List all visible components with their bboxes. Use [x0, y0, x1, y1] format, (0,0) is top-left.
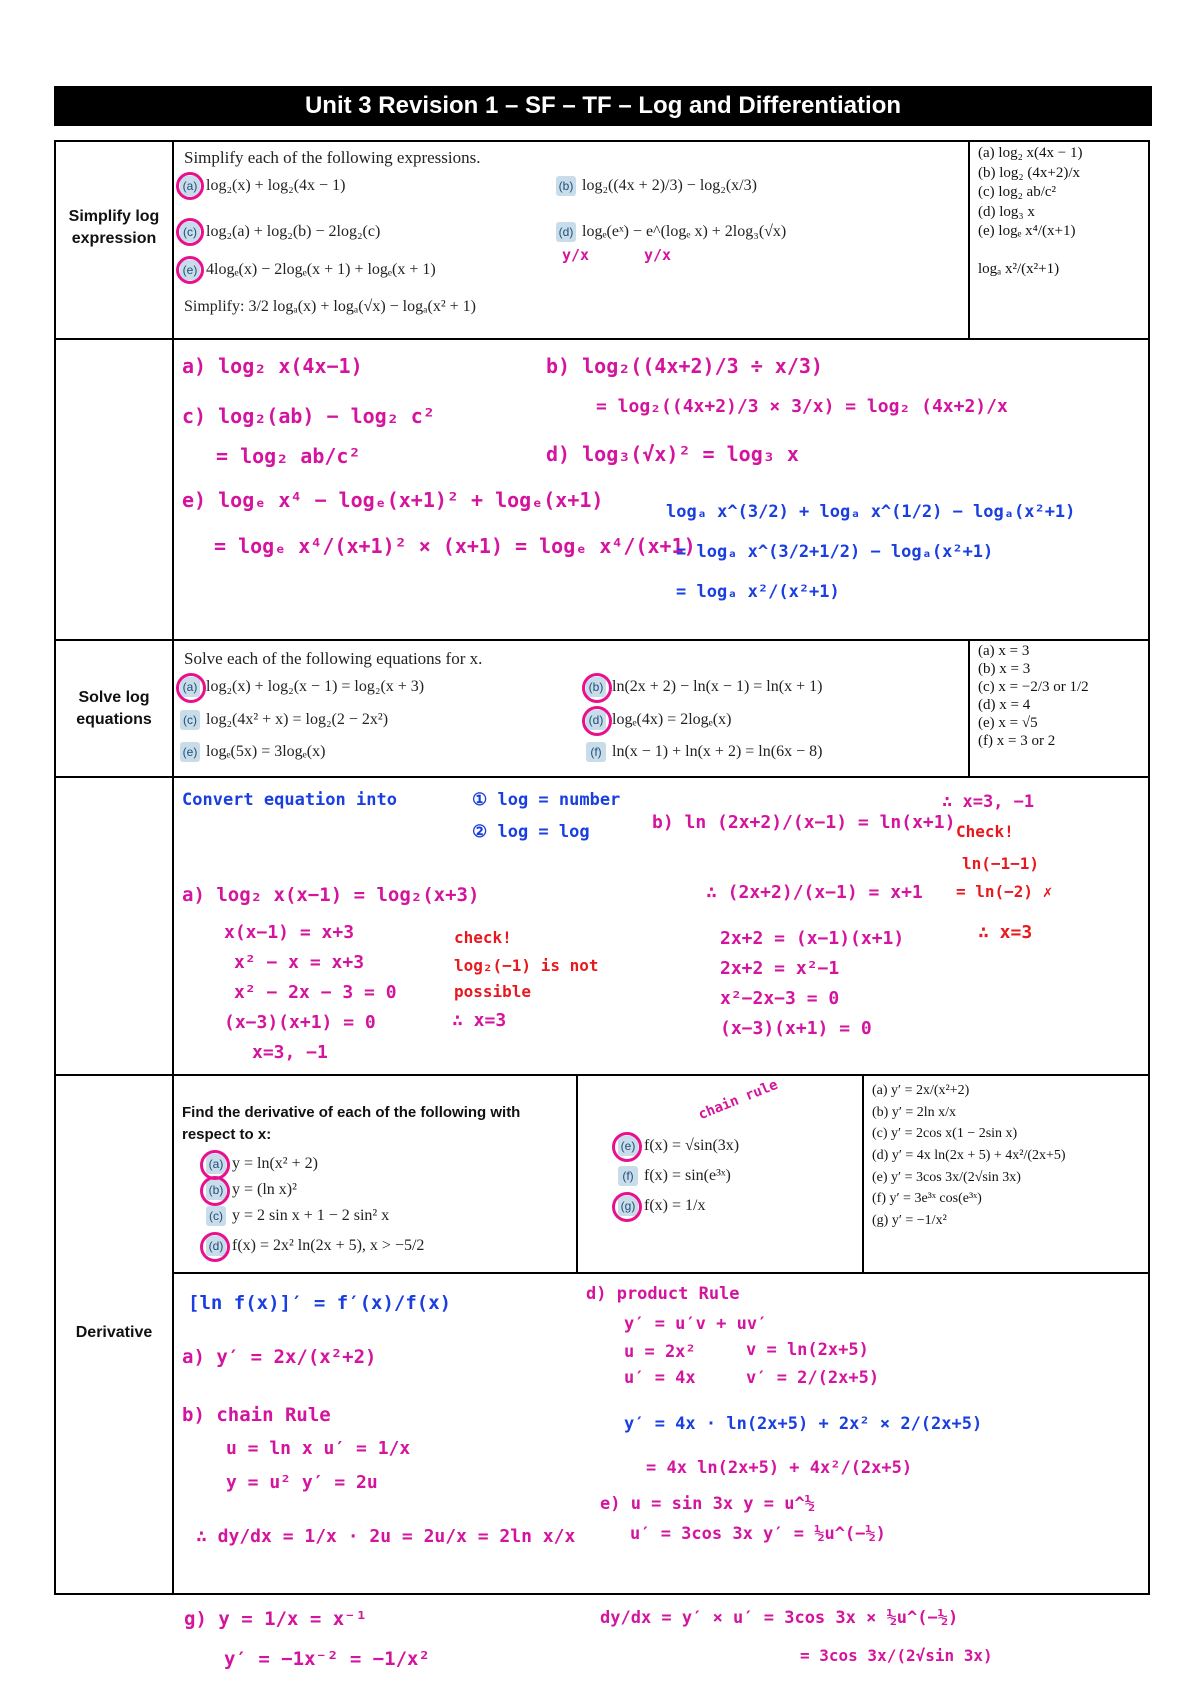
solve-work-r4: = ln(−2) ✗ [956, 882, 1053, 901]
derivative-work-d7: y′ = 4x · ln(2x+5) + 2x² × 2/(2x+5) [624, 1414, 983, 1434]
solve-work-r5: ∴ x=3 [978, 922, 1033, 943]
circle-mark-deriv-b [200, 1176, 230, 1206]
simplify-extra: Simplify: 3/2 logₐ(x) + logₐ(√x) − logₐ(x² + 1) [184, 298, 476, 315]
simplify-instruction: Simplify each of the following expressions. [184, 148, 481, 167]
simplify-item-c: (c) log₂(a) + log₂(b) − 2log₂(c) [180, 222, 380, 242]
derivative-work-d8: = 4x ln(2x+5) + 4x²/(2x+5) [646, 1458, 913, 1478]
derivative-work-g1: g) y = 1/x = x⁻¹ [184, 1608, 368, 1630]
solve-section-label: Solve log equations [76, 689, 152, 729]
circle-mark-solve-d [582, 706, 612, 736]
simplify-item-d: (d) logₑ(eˣ) − e^(logₑ x) + 2log₃(√x) [556, 222, 786, 242]
circle-mark-solve-a [176, 673, 206, 703]
derivative-item-g: (g) f(x) = 1/x [618, 1196, 705, 1216]
solve-work-check4: ∴ x=3 [452, 1010, 507, 1031]
solve-item-a: (a) log₂(x) + log₂(x − 1) = log₂(x + 3) [180, 677, 424, 697]
worksheet-grid [54, 140, 1150, 1595]
solve-work-check3: possible [454, 982, 532, 1001]
simplify-work-s1: logₐ x^(3/2) + logₐ x^(1/2) − logₐ(x²+1) [666, 502, 1076, 522]
simplify-item-b: (b) log₂((4x + 2)/3) − log₂(x/3) [556, 176, 757, 196]
solve-work-r2: Check! [956, 822, 1014, 841]
solve-work-r3: ln(−1−1) [962, 854, 1040, 873]
simplify-item-a: (a) log₂(x) + log₂(4x − 1) [180, 176, 345, 196]
solve-work-a3: x² − x = x+3 [234, 952, 365, 973]
derivative-item-e: (e) f(x) = √sin(3x) [618, 1136, 739, 1156]
derivative-work-d5: v = ln(2x+5) [746, 1340, 869, 1360]
derivative-work-e3: dy/dx = y′ × u′ = 3cos 3x × ½u^(−½) [600, 1608, 959, 1628]
derivative-item-d: (d) f(x) = 2x² ln(2x + 5), x > −5/2 [206, 1236, 424, 1256]
simplify-work-e2: = logₑ x⁴/(x+1)² × (x+1) = logₑ x⁴/(x+1) [214, 534, 696, 558]
derivative-work-d1: d) product Rule [586, 1284, 740, 1304]
derivative-item-a: (a) y = ln(x² + 2) [206, 1154, 318, 1174]
solve-work-b2: ∴ (2x+2)/(x−1) = x+1 [706, 882, 923, 903]
circle-mark-a [176, 172, 204, 200]
solve-work-b1: b) ln (2x+2)/(x−1) = ln(x+1) [652, 812, 956, 833]
solve-work-b3: 2x+2 = (x−1)(x+1) [720, 928, 905, 949]
derivative-section-label: Derivative [75, 1324, 153, 1341]
derivative-work-e2: u′ = 3cos 3x y′ = ½u^(−½) [630, 1524, 886, 1544]
solve-work-b6: (x−3)(x+1) = 0 [720, 1018, 872, 1039]
solve-item-b: (b) ln(2x + 2) − ln(x − 1) = ln(x + 1) [586, 677, 822, 697]
derivative-work-d6: v′ = 2/(2x+5) [746, 1368, 880, 1388]
circle-mark-solve-b [582, 673, 612, 703]
solve-work-a6: x=3, −1 [252, 1042, 328, 1063]
simplify-answers: (a) log₂ x(4x − 1) (b) log₂ (4x+2)/x (c) log₂ ab/c² (d) log₃ x (e) logₑ x⁴/(x+1) logₐ x²/(x²+1) [978, 145, 1083, 277]
solve-work-r1: ∴ x=3, −1 [942, 792, 1035, 812]
simplify-annot-ux2: y/x [644, 246, 672, 264]
simplify-work-s3: = logₐ x²/(x²+1) [676, 582, 840, 602]
solve-work-check1: check! [454, 928, 512, 947]
solve-work-a5: (x−3)(x+1) = 0 [224, 1012, 376, 1033]
simplify-work-b1: b) log₂((4x+2)/3 ÷ x/3) [546, 354, 823, 378]
solve-item-f: (f) ln(x − 1) + ln(x + 2) = ln(6x − 8) [586, 742, 822, 762]
derivative-item-b: (b) y = (ln x)² [206, 1180, 297, 1200]
solve-work-b4: 2x+2 = x²−1 [720, 958, 840, 979]
derivative-work-e4: = 3cos 3x/(2√sin 3x) [800, 1646, 993, 1665]
solve-work-check2: log₂(−1) is not [454, 956, 599, 975]
simplify-work-e1: e) logₑ x⁴ − logₑ(x+1)² + logₑ(x+1) [182, 488, 604, 512]
simplify-item-e: (e) 4logₑ(x) − 2logₑ(x + 1) + logₑ(x + 1) [180, 260, 436, 280]
circle-mark-e [176, 256, 204, 284]
derivative-work-e1: e) u = sin 3x y = u^½ [600, 1494, 815, 1514]
simplify-work-b2: = log₂((4x+2)/3 × 3/x) = log₂ (4x+2)/x [596, 396, 1008, 417]
derivative-work-b1: b) chain Rule [182, 1404, 331, 1426]
derivative-answers: (a) y′ = 2x/(x²+2) (b) y′ = 2ln x/x (c) y′ = 2cos x(1 − 2sin x) (d) y′ = 4x ln(2x + 5) + 4x²/(2x+5) (e) y′ = 3cos 3x/(2√sin 3x) (f) y′ = 3e³ˣ cos(e³ˣ) (g) y′ = −1/x² [872, 1083, 1066, 1229]
derivative-work-g2: y′ = −1x⁻² = −1/x² [224, 1648, 430, 1670]
circle-mark-deriv-e [612, 1132, 642, 1162]
simplify-work-d: d) log₃(√x)² = log₃ x [546, 442, 799, 466]
page-title: Unit 3 Revision 1 – SF – TF – Log and Differentiation [54, 86, 1152, 126]
derivative-instruction: Find the derivative of each of the following with respect to x: [182, 1104, 521, 1143]
solve-work-a4: x² − 2x − 3 = 0 [234, 982, 397, 1003]
derivative-work-b2: u = ln x u′ = 1/x [226, 1438, 411, 1459]
derivative-work-d4: u′ = 4x [624, 1368, 696, 1388]
derivative-work-b3: y = u² y′ = 2u [226, 1472, 378, 1493]
solve-work-b5: x²−2x−3 = 0 [720, 988, 840, 1009]
circle-mark-deriv-d [200, 1232, 230, 1262]
derivative-work-a: a) y′ = 2x/(x²+2) [182, 1346, 377, 1368]
simplify-work-s2: = logₐ x^(3/2+1/2) − logₐ(x²+1) [676, 542, 994, 562]
circle-mark-deriv-g [612, 1192, 642, 1222]
circle-mark-c [176, 218, 204, 246]
solve-work-rule1: ① log = number [472, 790, 621, 810]
simplify-work-c2: = log₂ ab/c² [216, 444, 361, 468]
solve-item-d: (d) logₑ(4x) = 2logₑ(x) [586, 710, 731, 730]
simplify-annot-ux1: y/x [562, 246, 590, 264]
simplify-work-a: a) log₂ x(4x−1) [182, 354, 363, 378]
derivative-work-b4: ∴ dy/dx = 1/x · 2u = 2u/x = 2ln x/x [196, 1526, 576, 1547]
derivative-chain-note: chain rule [696, 1076, 781, 1124]
solve-work-convert: Convert equation into [182, 790, 397, 810]
solve-work-a2: x(x−1) = x+3 [224, 922, 355, 943]
simplify-section-label: Simplify log expression [68, 208, 160, 248]
solve-instruction: Solve each of the following equations for x. [184, 649, 483, 668]
solve-work-a1: a) log₂ x(x−1) = log₂(x+3) [182, 884, 480, 906]
solve-answers: (a) x = 3 (b) x = 3 (c) x = −2/3 or 1/2 (d) x = 4 (e) x = √5 (f) x = 3 or 2 [978, 643, 1089, 749]
derivative-work-d2: y′ = u′v + uv′ [624, 1314, 768, 1334]
solve-item-e: (e) logₑ(5x) = 3logₑ(x) [180, 742, 325, 762]
solve-work-rule2: ② log = log [472, 822, 590, 842]
derivative-item-c: (c) y = 2 sin x + 1 − 2 sin² x [206, 1206, 389, 1226]
solve-item-c: (c) log₂(4x² + x) = log₂(2 − 2x²) [180, 710, 388, 730]
simplify-work-c1: c) log₂(ab) − log₂ c² [182, 404, 435, 428]
derivative-work-d3: u = 2x² [624, 1342, 696, 1362]
derivative-work-rule: [ln f(x)]′ = f′(x)/f(x) [188, 1292, 452, 1314]
derivative-item-f: (f) f(x) = sin(e³ˣ) [618, 1166, 731, 1186]
